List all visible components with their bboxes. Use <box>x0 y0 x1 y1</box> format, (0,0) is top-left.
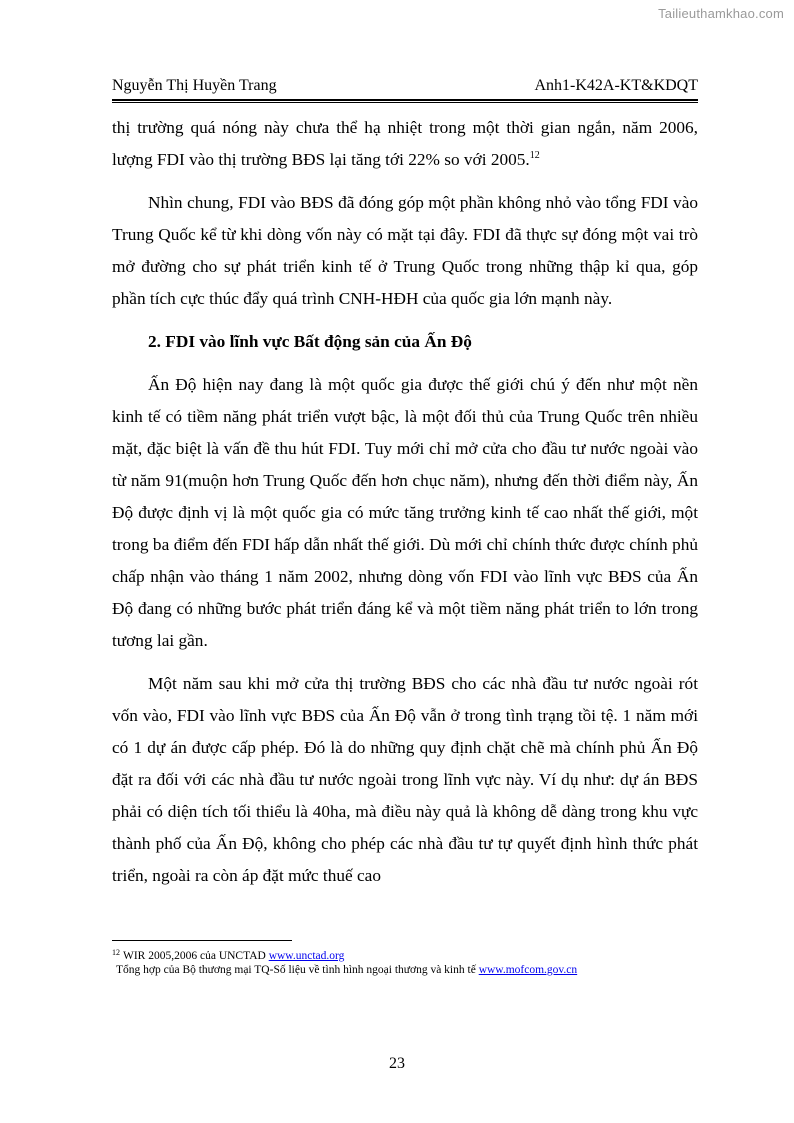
footnote-divider <box>112 940 292 941</box>
footnote-number: 12 <box>112 948 120 957</box>
paragraph-india-intro: Ấn Độ hiện nay đang là một quốc gia được thế giới chú ý đến như một nền kinh tế có tiềm năng phát triển vượt bậc, là một đối thủ của Trung Quốc trên nhiều mặt, đặc biệt là vấn đề thu hút FDI. Tuy mới chỉ mở cửa cho đầu tư nước ngoài vào từ năm 91(muộn hơn Trung Quốc đến hơn chục năm), nhưng đến thời điểm này, Ấn Độ được định vị là một quốc gia có mức tăng trưởng kinh tế cao nhất thế giới, một trong ba điểm đến FDI hấp dẫn nhất thế giới. Dù mới chỉ chính thức được chính phủ chấp nhận vào tháng 1 năm 2002, nhưng dòng vốn FDI vào lĩnh vực BĐS của Ấn Độ đang có những bước phát triển đáng kể và một tiềm năng phát triển to lớn trong tương lai gần. <box>112 375 698 650</box>
mofcom-link[interactable]: www.mofcom.gov.cn <box>478 964 578 976</box>
footnote-12: $^{12}$ WIR 2005,2006 của UNCTAD www.unctad.org <box>112 948 345 962</box>
footnote-12-line2: Tổng hợp của Bộ thương mại TQ-Số liệu về tình hình ngoại thương và kinh tế www.mofcom.gov.cn <box>116 964 578 976</box>
unctad-link[interactable]: www.unctad.org <box>268 950 345 962</box>
paragraph-india-regulations: Một năm sau khi mở cửa thị trường BĐS cho các nhà đầu tư nước ngoài rót vốn vào, FDI vào lĩnh vực BĐS của Ấn Độ vẫn ở trong tình trạng tồi tệ. 1 năm mới có 1 dự án được cấp phép. Đó là do những quy định chặt chẽ mà chính phủ Ấn Độ đặt ra đối với các nhà đầu tư nước ngoài trong lĩnh vực này. Ví dụ như: dự án BĐS phải có diện tích tối thiểu là 40ha, mà điều này quả là không dễ dàng trong khu vực thành phố của Ấn Độ, không cho phép các nhà đầu tư tự quyết định hình thức phát triển, ngoài ra còn áp đặt mức thuế cao <box>112 674 698 885</box>
page-number: 23 <box>389 1055 405 1072</box>
header-class-code: Anh1-K42A-KT&KDQT <box>534 77 698 94</box>
page-header <box>112 77 698 97</box>
section-heading: 2. FDI vào lĩnh vực Bất động sản của Ấn Độ <box>148 332 472 351</box>
watermark: Tailieuthamkhao.com <box>658 6 784 21</box>
header-author: Nguyễn Thị Huyền Trang <box>112 77 277 94</box>
document-body <box>112 112 698 892</box>
footnote-ref[interactable]: 12 <box>529 150 540 161</box>
paragraph-china-summary: Nhìn chung, FDI vào BĐS đã đóng góp một phần không nhỏ vào tổng FDI vào Trung Quốc kể từ khi dòng vốn này có mặt tại đây. FDI đã thực sự đóng một vai trò mở đường cho sự phát triển kinh tế ở Trung Quốc trong những thập kỉ qua, góp phần tích cực thúc đẩy quá trình CNH-HĐH của quốc gia lớn mạnh này. <box>112 193 698 308</box>
footnotes <box>112 946 698 977</box>
header-divider <box>112 99 698 103</box>
paragraph-continuation: thị trường quá nóng này chưa thể hạ nhiệt trong một thời gian ngắn, năm 2006, lượng FDI vào thị trường BĐS lại tăng tới 22% so với 2005.12 <box>112 118 698 169</box>
